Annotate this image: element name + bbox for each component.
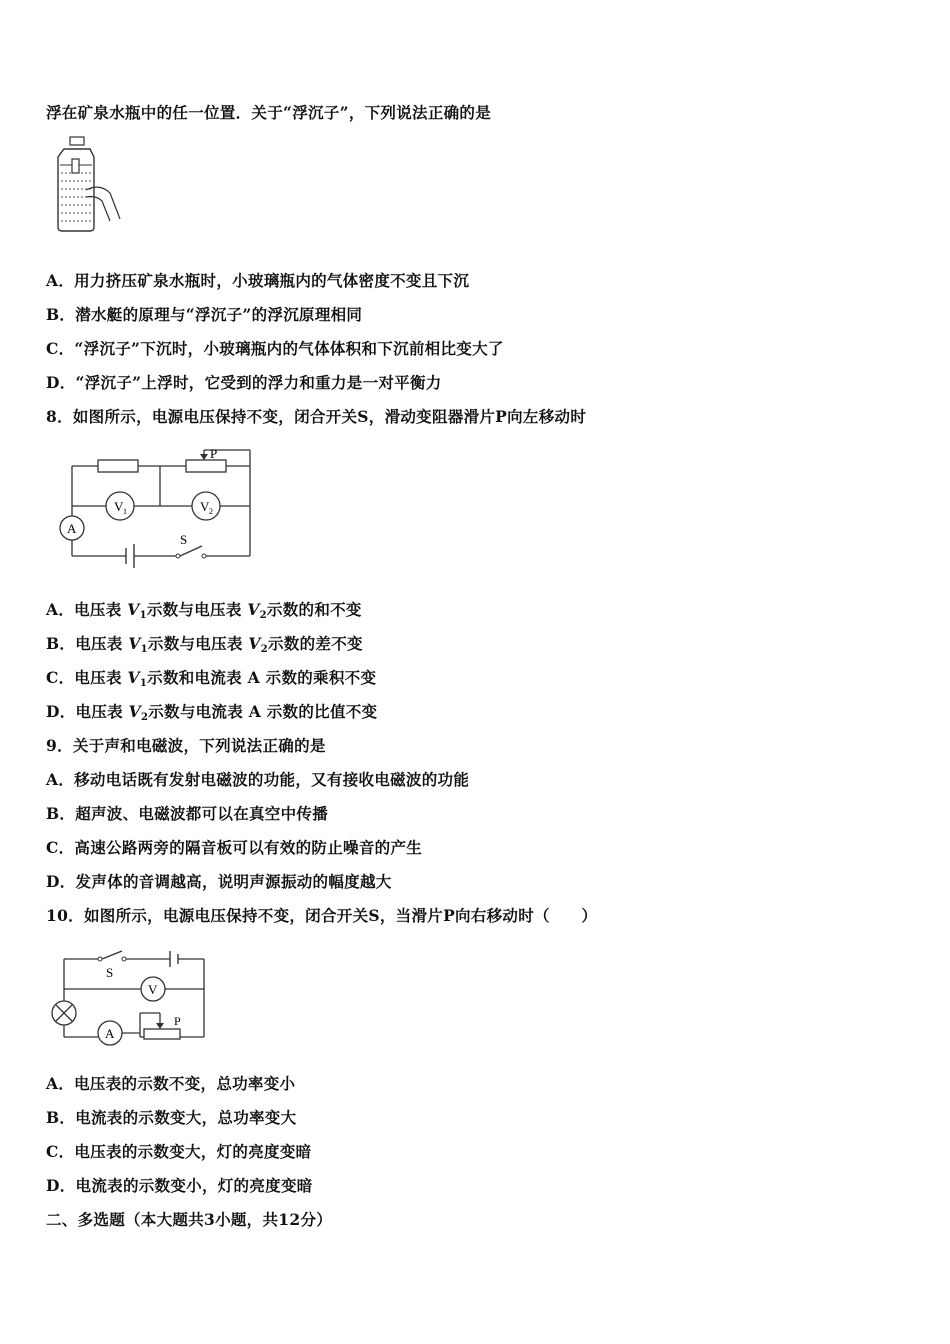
q8-circuit-diagram bbox=[52, 444, 262, 572]
q10-option-d: D．电流表的示数变小，灯的亮度变暗 bbox=[46, 1176, 313, 1195]
q8-option-d: D．电压表 $V_2$示数与电流表 A 示数的比值不变 bbox=[46, 702, 378, 723]
q9-option-d: D．发声体的音调越高，说明声源振动的幅度越大 bbox=[46, 872, 392, 891]
q8-voltmeter2-label: V bbox=[200, 499, 210, 514]
q10-switch-label: S bbox=[106, 965, 114, 980]
q10-circuit-diagram bbox=[44, 945, 216, 1051]
q10-voltmeter-label: V bbox=[148, 982, 158, 997]
q8-option-c: C．电压表 $V_1$示数和电流表 A 示数的乘积不变 bbox=[46, 668, 377, 689]
q7-option-b: B．潜水艇的原理与“浮沉子”的浮沉原理相同 bbox=[46, 305, 363, 324]
q8-stem: 8．如图所示，电源电压保持不变，闭合开关S，滑动变阻器滑片P向左移动时 bbox=[46, 407, 587, 426]
q8-option-b: B．电压表 $V_1$示数与电压表 $V_2$示数的差不变 bbox=[46, 634, 363, 655]
q8-voltmeter1-sub: 1 bbox=[123, 507, 127, 516]
q8-option-a: A．电压表 $V_1$示数与电压表 $V_2$示数的和不变 bbox=[46, 600, 362, 621]
q7-option-c: C．“浮沉子”下沉时，小玻璃瓶内的气体体积和下沉前相比变大了 bbox=[46, 339, 504, 358]
q9-stem: 9．关于声和电磁波，下列说法正确的是 bbox=[46, 736, 326, 755]
cartesian-diver-figure bbox=[52, 135, 124, 235]
q7-stem: 浮在矿泉水瓶中的任一位置．关于“浮沉子”，下列说法正确的是 bbox=[46, 103, 492, 122]
q10-slider-label: P bbox=[174, 1014, 181, 1028]
q10-option-a: A．电压表的示数不变，总功率变小 bbox=[46, 1074, 296, 1093]
q10-ammeter-label: A bbox=[105, 1026, 115, 1041]
q9-option-a: A．移动电话既有发射电磁波的功能，又有接收电磁波的功能 bbox=[46, 770, 470, 789]
q10-stem: 10．如图所示，电源电压保持不变，闭合开关S，当滑片P向右移动时（ ） bbox=[46, 906, 598, 925]
q8-ammeter-label: A bbox=[67, 521, 77, 536]
q8-voltmeter2-sub: 2 bbox=[209, 507, 213, 516]
q10-option-c: C．电压表的示数变大，灯的亮度变暗 bbox=[46, 1142, 312, 1161]
q8-slider-label: P bbox=[210, 446, 218, 461]
q10-option-b: B．电流表的示数变大，总功率变大 bbox=[46, 1108, 297, 1127]
q9-option-b: B．超声波、电磁波都可以在真空中传播 bbox=[46, 804, 329, 823]
section2-heading: 二、多选题（本大题共3小题，共12分） bbox=[46, 1210, 333, 1229]
q7-option-d: D．“浮沉子”上浮时，它受到的浮力和重力是一对平衡力 bbox=[46, 373, 442, 392]
q8-voltmeter1-label: V bbox=[114, 499, 124, 514]
q7-option-a: A．用力挤压矿泉水瓶时，小玻璃瓶内的气体密度不变且下沉 bbox=[46, 271, 470, 290]
q8-switch-label: S bbox=[180, 532, 188, 547]
q9-option-c: C．高速公路两旁的隔音板可以有效的防止噪音的产生 bbox=[46, 838, 423, 857]
